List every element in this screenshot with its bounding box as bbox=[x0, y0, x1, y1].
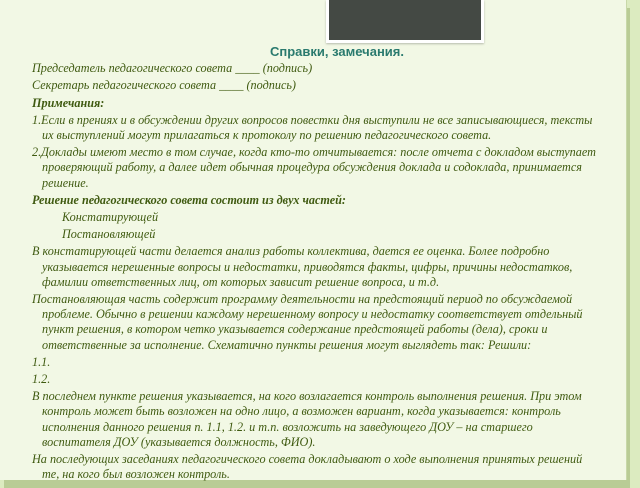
decision-part-resolving: Постановляющей bbox=[62, 227, 156, 242]
control-paragraph: В последнем пункте решения указывается, на кого возлагается контроль выполнения решения. При этом контроль может быть возложен на одно лицо, а возможен вариант, когда указывается: контроль исполнения данного решения п. 1.1, 1.2. и т.п. возложить на заведующего ДОУ – на старшего воспитателя ДОУ (указывается должность, ФИО). bbox=[32, 389, 582, 449]
resolving-part-paragraph: Постановляющая часть содержит программу деятельности на предстоящий период по обсуждаемой проблеме. Обычно в решении каждому нерешенному вопросу и недостатку соответствует отдельный пункт решения, в котором четко указывается содержание предстоящей работы (дела), сроки и ответственные за исполнение. Схематично пункты решения могут выглядеть так: Решили: bbox=[32, 292, 583, 352]
chair-signature-line: Председатель педагогического совета ____ (подпись) bbox=[32, 61, 313, 76]
followup-paragraph: На последующих заседаниях педагогического совета докладывают о ходе выполнения принятых решений те, на кого был возложен контроль. bbox=[32, 452, 583, 482]
header-decoration-box bbox=[326, 0, 484, 43]
document-body bbox=[32, 44, 602, 484]
page-title: Справки, замечания. bbox=[270, 44, 404, 59]
notes-heading: Примечания: bbox=[32, 95, 105, 110]
decision-item-1-2: 1.2. bbox=[32, 372, 51, 387]
decision-heading: Решение педагогического совета состоит из двух частей: bbox=[32, 192, 346, 207]
note-2: 2.Доклады имеют место в том случае, когда кто-то отчитывается: после отчета с докладом выступает проверяющий работу, а далее идет обычная процедура обсуждения доклада и содоклада, принимается решение. bbox=[32, 145, 596, 190]
secretary-signature-line: Секретарь педагогического совета ____ (подпись) bbox=[32, 78, 296, 93]
note-1: 1.Если в прениях и в обсуждении других вопросов повестки дня выступили не все записывающиеся, тексты их выступлений могут прилагаться к протоколу по решению педагогического совета. bbox=[32, 112, 593, 143]
decision-item-1-1: 1.1. bbox=[32, 354, 51, 369]
stating-part-paragraph: В констатирующей части делается анализ работы коллектива, дается ее оценка. Более подробно указывается нерешенные вопросы и недостатки, приводятся факты, цифры, причины недостатков, фамилии ответственных лиц, от которых зависит решение вопроса, и т.д. bbox=[32, 244, 573, 289]
decision-part-stating: Констатирующей bbox=[62, 210, 159, 225]
